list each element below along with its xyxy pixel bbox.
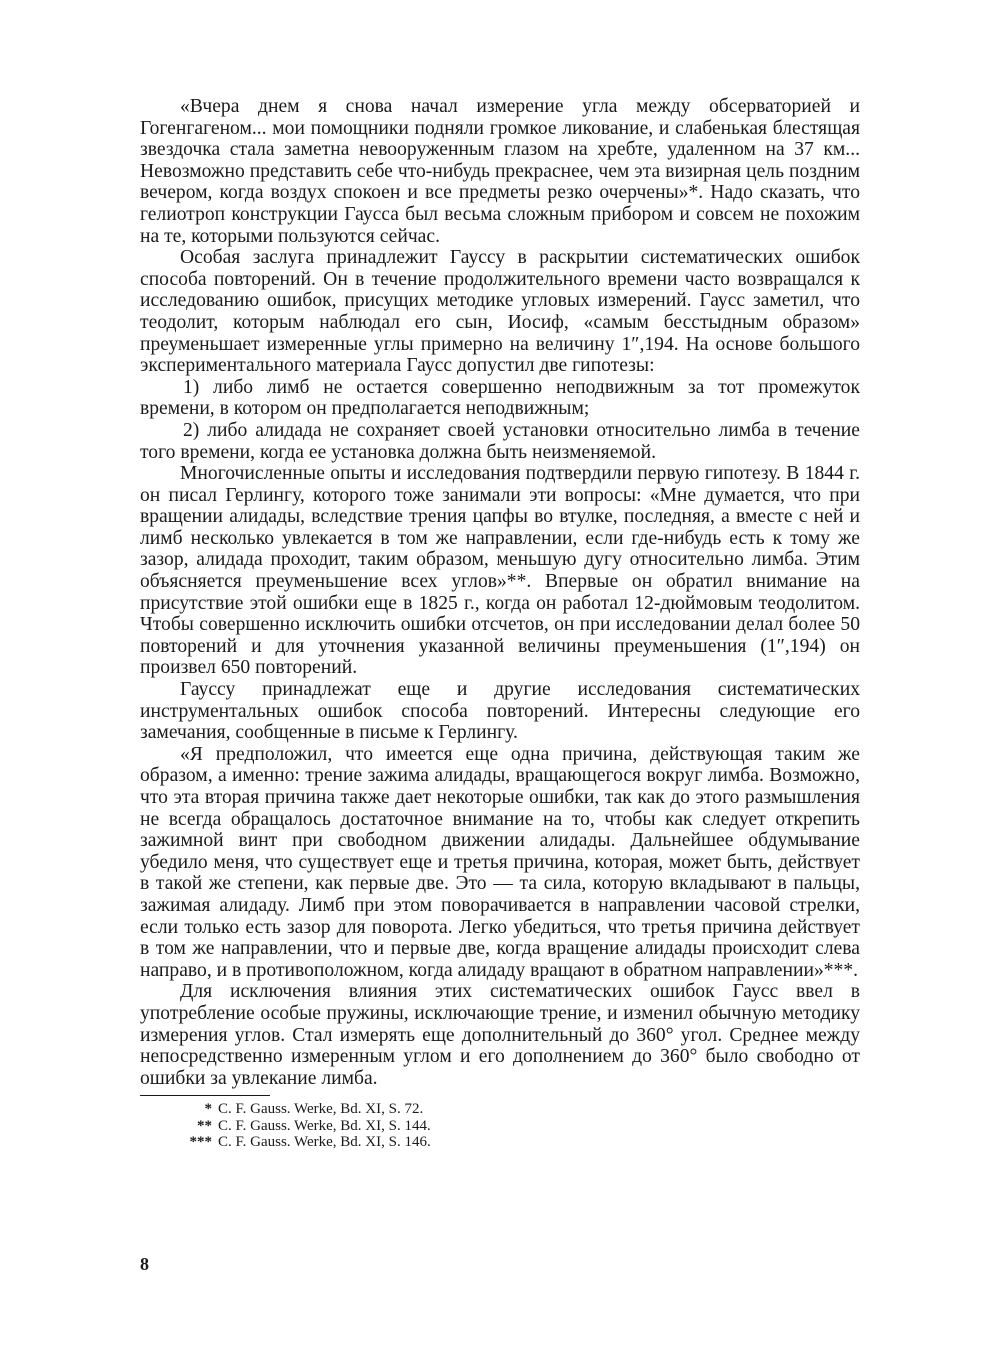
footnote-divider bbox=[140, 1095, 270, 1096]
paragraph-other-research: Гауссу принадлежат еще и другие исследования систематических инструментальных ошибок способа повторений. Интересны следующие его замечания, сообщенные в письме к Герлингу. bbox=[140, 679, 860, 744]
footnotes bbox=[140, 1101, 860, 1151]
page-number: 8 bbox=[140, 1254, 149, 1274]
paragraph-experiments: Многочисленные опыты и исследования подтвердили первую гипотезу. В 1844 г. он писал Герлингу, которого тоже занимали эти вопросы: «Мне думается, что при вращении алидады, вследствие трения цапфы во втулке, последняя, а вместе с ней и лимб несколько увлекается в том же направлении, если где-нибудь есть к тому же зазор, алидада проходит, таким образом, меньшую дугу относительно лимба. Этим объясняется преуменьшение всех углов»**. Впервые он обратил внимание на присутствие этой ошибки еще в 1825 г., когда он работал 12-дюймовым теодолитом. Чтобы совершенно исключить ошибки отсчетов, он при исследовании делал более 50 повторений и для уточнения указанной величины преуменьшения (1″,194) он произвел 650 повторений. bbox=[140, 463, 860, 679]
footnote-text: C. F. Gauss. Werke, Bd. XI, S. 144. bbox=[218, 1117, 431, 1134]
footnote-mark: * bbox=[204, 1101, 212, 1118]
footnote-item bbox=[182, 1134, 860, 1151]
footnote-text: C. F. Gauss. Werke, Bd. XI, S. 146. bbox=[218, 1134, 431, 1151]
footnote-mark: ** bbox=[197, 1117, 212, 1134]
paragraph-systematic-errors: Особая заслуга принадлежит Гауссу в раскрытии систематических ошибок способа повторений. Он в течение продолжительного времени часто возвращался к исследованию ошибок, присущих методике угловых измерений. Гаусс заметил, что теодолит, которым наблюдал его сын, Иосиф, «самым бесстыдным образом» преуменьшает измеренные углы примерно на величину 1″,194. На основе большого экспериментального материала Гаусс допустил две гипотезы: bbox=[140, 247, 860, 377]
footnote-mark: *** bbox=[189, 1134, 212, 1151]
hypothesis-item-1: 1) либо лимб не остается совершенно неподвижным за тот промежуток времени, в котором он предполагается неподвижным; bbox=[140, 376, 860, 420]
footnote-item bbox=[182, 1101, 860, 1118]
footnote-text: C. F. Gauss. Werke, Bd. XI, S. 72. bbox=[218, 1101, 424, 1118]
paragraph-conclusion: Для исключения влияния этих систематических ошибок Гаусс ввел в употребление особые пружины, исключающие трение, и изменил обычную методику измерения углов. Стал измерять еще дополнительный до 360° угол. Среднее между непосредственно измеренным углом и его дополнением до 360° было свободно от ошибки за увлекание лимба. bbox=[140, 981, 860, 1089]
paragraph-quote-friction: «Я предположил, что имеется еще одна причина, действующая таким же образом, а именно: трение зажима алидады, вращающегося вокруг лимба. Возможно, что эта вторая причина также дает некоторые ошибки, так как до этого размышления не всегда обращалось достаточное внимание на то, чтобы как следует открепить зажимной винт при свободном движении алидады. Дальнейшее обдумывание убедило меня, что существует еще и третья причина, которая, может быть, действует в такой же степени, как первые две. Это — та сила, которую вкладывают в пальцы, зажимая алидаду. Лимб при этом поворачивается в направлении часовой стрелки, если только есть зазор для поворота. Легко убедиться, что третья причина действует в том же направлении, что и первые две, когда вращение алидады происходит слева направо, и в противоположном, когда алидаду вращают в обратном направлении»***. bbox=[140, 743, 860, 981]
hypothesis-item-2: 2) либо алидада не сохраняет своей установки относительно лимба в течение того времени, когда ее установка должна быть неизменяемой. bbox=[140, 419, 860, 463]
page-content bbox=[140, 96, 860, 1151]
paragraph-quote-heliotrope: «Вчера днем я снова начал измерение угла между обсерваторией и Гогенгагеном... мои помощники подняли громкое ликование, и слабенькая блестящая звездочка стала заметна невооруженным глазом на хребте, удаленном на 37 км... Невозможно представить себе что-нибудь прекраснее, чем эта визирная цель поздним вечером, когда воздух спокоен и все предметы резко очерчены»*. Надо сказать, что гелиотроп конструкции Гаусса был весьма сложным прибором и совсем не похожим на те, которыми пользуются сейчас. bbox=[140, 96, 860, 247]
footnote-item bbox=[182, 1118, 860, 1135]
body-text bbox=[140, 96, 860, 1089]
